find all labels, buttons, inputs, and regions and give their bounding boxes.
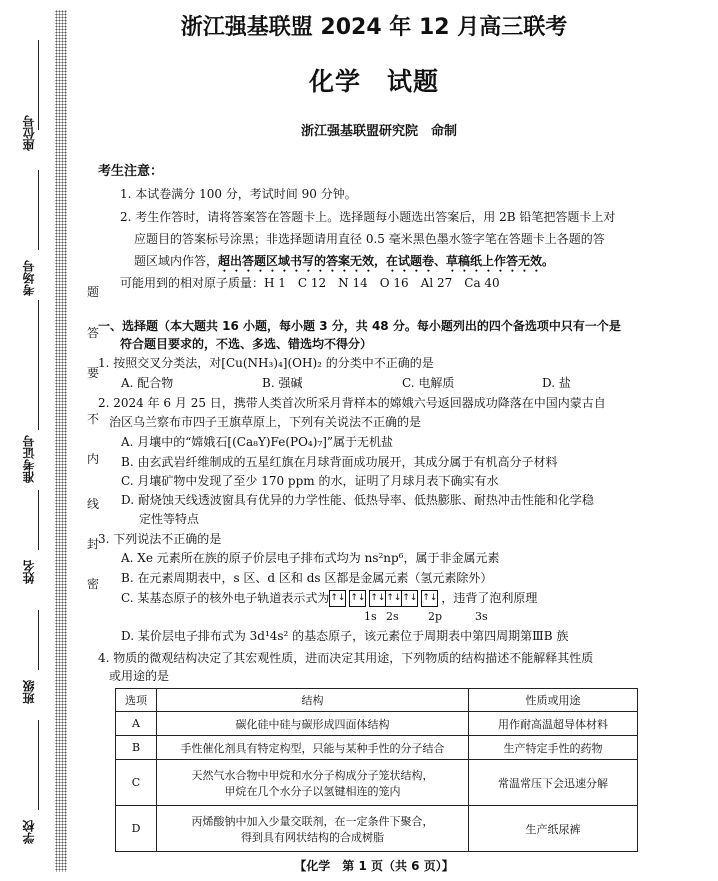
q4-stem-line-1: 4. 物质的微观结构决定了其宏观性质，进而决定其用途，下列物质的结构描述不能解释其性质 (98, 651, 594, 665)
q2-option-d-line-1: D. 耐烧蚀天线透波窗具有优异的力学性能、低热导率、低热膨胀、耐热冲击性能和化学稳 (121, 493, 594, 507)
table-row (116, 712, 638, 736)
warning-char: 封 (87, 537, 100, 551)
warning-char: 密 (87, 577, 100, 591)
warning-char: 答 (87, 326, 100, 340)
orbital-label-3s: 3s (475, 610, 488, 623)
warning-char: 内 (87, 452, 100, 466)
q3-option-c-pre: C. 某基态原子的核外电子轨道表示式为 (121, 591, 330, 605)
school-line (38, 720, 39, 810)
orbital-box: ↑↓ (329, 590, 346, 607)
q3-option-c-post: ，违背了泡利原理 (441, 591, 538, 605)
orbital-label-2p: 2p (428, 610, 443, 623)
orbital-2s (349, 589, 365, 607)
table-header-row (116, 689, 638, 712)
table-cell-structure (157, 806, 469, 852)
table-cell-use: 用作耐高温超导体材料 (469, 712, 638, 736)
notice-heading: 考生注意： (98, 164, 164, 179)
warning-char: 不 (87, 412, 100, 426)
q2-stem-line-2: 治区乌兰察布市四子王旗草原上，下列有关说法不正确的是 (109, 415, 422, 429)
orbital-label-2s: 2s (386, 610, 399, 623)
admission-ticket-label: 准考证号 (22, 435, 36, 483)
orbital-box: ↑↓ (349, 590, 366, 607)
table-row (116, 760, 638, 806)
q4-table (115, 688, 638, 852)
table-cell-use: 生产纸尿裤 (469, 806, 638, 852)
class-line (38, 610, 39, 670)
notice-item-2-line-3 (134, 253, 554, 275)
table-cell-option: B (116, 736, 157, 760)
structure-line-2: 甲烷在几个水分子以氢键相连的笼内 (224, 784, 401, 798)
q4-stem-line-2: 或用途的是 (109, 669, 170, 683)
q1-option-b: B. 强碱 (262, 376, 303, 390)
page-footer: 【化学 第 1 页（共 6 页）】 (294, 859, 454, 873)
orbital-1s (329, 589, 345, 607)
orbital-3s (421, 589, 437, 607)
orbital-label-1s: 1s (364, 610, 377, 623)
warning-char: 题 (87, 285, 100, 299)
name-label: 姓名 (22, 560, 36, 584)
atomic-masses: 可能用到的相对原子质量：H 1 C 12 N 14 O 16 Al 27 Ca 40 (120, 276, 500, 290)
q3-option-b: B. 在元素周期表中，s 区、d 区和 ds 区都是金属元素（氢元素除外） (121, 571, 493, 585)
q2-option-b: B. 由玄武岩纤维制成的五星红旗在月球背面成功展开，其成分属于有机高分子材料 (121, 455, 558, 469)
room-line (38, 170, 39, 250)
table-cell-structure: 手性催化剂具有特定构型，只能与某种手性的分子结合 (157, 736, 469, 760)
notice-emphasis: 超出答题区域书写的答案无效，在试题卷、草稿纸上作答无效。 (218, 254, 555, 268)
q3-option-d: D. 某价层电子排布式为 3d¹4s² 的基态原子，该元素位于周期表中第四周期第ⅢB 族 (121, 629, 569, 643)
exam-author: 浙江强基联盟研究院 命制 (300, 124, 457, 139)
table-header: 结构 (157, 689, 469, 712)
class-label: 班级 (22, 680, 36, 704)
table-cell-option: C (116, 760, 157, 806)
table-cell-option: A (116, 712, 157, 736)
q2-option-d-line-2: 定性等特点 (139, 512, 200, 526)
orbital-2p (369, 589, 417, 607)
notice-item-2-line-2: 应题目的答案标号涂黑；非选择题请用直径 0.5 毫米黑色墨水签字笔在答题卡上各题的答 (134, 232, 605, 246)
q2-stem-line-1: 2. 2024 年 6 月 25 日，携带人类首次所采月背样本的嫦娥六号返回器成功降落在中国内蒙古自 (98, 396, 606, 410)
exam-subtitle: 化学 试题 (308, 67, 439, 96)
warning-char: 要 (87, 366, 100, 380)
seat-number-label: 座位号 (22, 115, 36, 151)
orbital-box: ↑↓ (385, 590, 402, 607)
table-header: 选项 (116, 689, 157, 712)
section-heading-line-1: 一、选择题（本大题共 16 小题，每小题 3 分，共 48 分。每小题列出的四个备选项中只有一个是 (98, 319, 621, 333)
exam-room-label: 考场号 (22, 260, 36, 296)
structure-line-1: 天然气水合物中甲烷和水分子构成分子笼状结构， (191, 768, 434, 782)
q1-option-d: D. 盐 (542, 376, 571, 390)
ticket-line (38, 300, 39, 430)
table-cell-option: D (116, 806, 157, 852)
structure-line-1: 丙烯酸钠中加入少量交联剂，在一定条件下聚合， (191, 814, 434, 828)
q3-option-a: A. Xe 元素所在族的原子价层电子排布式均为 ns²np⁶，属于非金属元素 (121, 551, 500, 565)
q1-option-c: C. 电解质 (402, 376, 455, 390)
table-cell-use: 常温常压下会迅速分解 (469, 760, 638, 806)
structure-line-2: 得到具有网状结构的合成树脂 (241, 830, 384, 844)
table-cell-use: 生产特定手性的药物 (469, 736, 638, 760)
orbital-box: ↑↓ (401, 590, 418, 607)
section-heading-line-2: 符合题目要求的，不选、多选、错选均不得分） (120, 337, 373, 351)
q1-option-a: A. 配合物 (121, 376, 174, 390)
orbital-box: ↑↓ (369, 590, 386, 607)
school-label: 学校 (22, 820, 36, 844)
table-cell-structure: 碳化硅中硅与碳形成四面体结构 (157, 712, 469, 736)
table-row (116, 736, 638, 760)
table-header: 性质或用途 (469, 689, 638, 712)
q1-stem: 1. 按照交叉分类法，对[Cu(NH₃)₄](OH)₂ 的分类中不正确的是 (98, 356, 434, 370)
exam-title: 浙江强基联盟 2024 年 12 月高三联考 (180, 15, 568, 40)
q2-option-a: A. 月壤中的“嫦娥石[(Ca₈Y)Fe(PO₄)₇]”属于无机盐 (121, 435, 394, 449)
table-cell-structure (157, 760, 469, 806)
table-row (116, 806, 638, 852)
notice-item-2-line-3a: 题区域内作答， (134, 254, 219, 268)
notice-item-1: 1. 本试卷满分 100 分，考试时间 90 分钟。 (120, 187, 357, 201)
q2-option-c: C. 月壤矿物中发现了至少 170 ppm 的水，证明了月球月表下确实有水 (121, 474, 499, 488)
orbital-box: ↑↓ (421, 590, 438, 607)
warning-char: 线 (87, 497, 100, 511)
name-line (38, 490, 39, 550)
binding-margin-dots (55, 10, 67, 872)
q3-option-c (121, 589, 537, 607)
q3-stem: 3. 下列说法不正确的是 (98, 532, 222, 546)
notice-item-2-line-1: 2. 考生作答时，请将答案答在答题卡上。选择题每小题选出答案后，用 2B 铅笔把答题卡上对 (120, 210, 616, 224)
